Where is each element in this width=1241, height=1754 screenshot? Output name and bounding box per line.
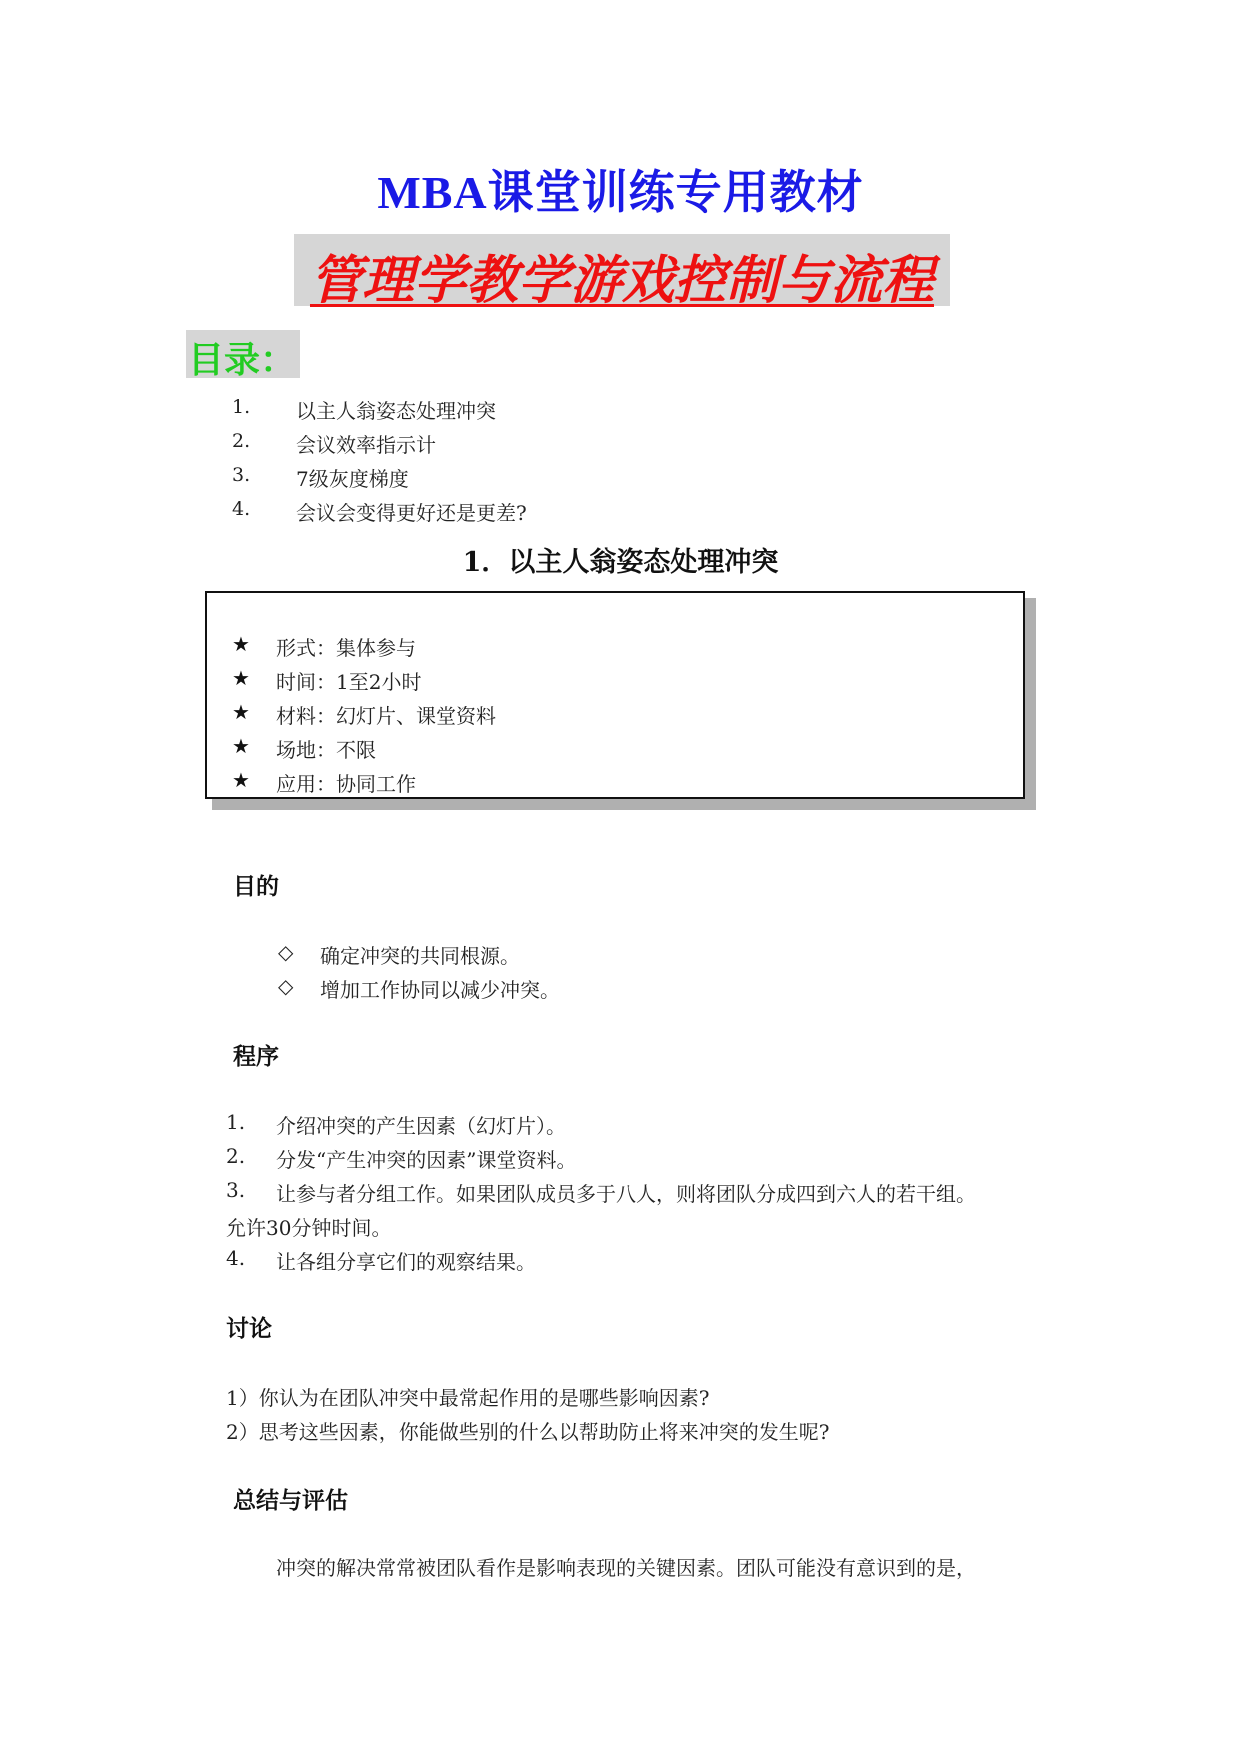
- star-icon: ★: [232, 734, 250, 758]
- purpose-item: 确定冲突的共同根源。: [320, 944, 520, 968]
- procedure-item-text: 介绍冲突的产生因素（幻灯片）。: [276, 1114, 566, 1138]
- procedure-heading: 程序: [233, 1044, 279, 1070]
- summary-heading: 总结与评估: [233, 1488, 348, 1514]
- toc-item-text: 会议会变得更好还是更差?: [296, 501, 527, 525]
- diamond-icon: ◇: [278, 940, 294, 964]
- toc-item-text: 7级灰度梯度: [296, 467, 409, 491]
- procedure-item-text: 让参与者分组工作。如果团队成员多于八人，则将团队分成四到六人的若干组。: [276, 1182, 976, 1206]
- star-icon: ★: [232, 700, 250, 724]
- toc-item-number: 2.: [232, 430, 251, 452]
- toc-item-number: 3.: [232, 464, 251, 486]
- procedure-item-number: 1.: [226, 1110, 246, 1134]
- star-icon: ★: [232, 768, 250, 792]
- info-item: 材料：幻灯片、课堂资料: [276, 704, 496, 728]
- toc-item-number: 1.: [232, 396, 251, 418]
- info-item: 场地：不限: [276, 738, 376, 762]
- procedure-item-text: 让各组分享它们的观察结果。: [276, 1250, 536, 1274]
- procedure-item-text: 分发“产生冲突的因素”课堂资料。: [276, 1148, 577, 1172]
- summary-text: 冲突的解决常常被团队看作是影响表现的关键因素。团队可能没有意识到的是，: [276, 1556, 976, 1580]
- purpose-heading: 目的: [233, 874, 279, 900]
- toc-item-number: 4.: [232, 498, 251, 520]
- procedure-item-number: 3.: [226, 1178, 246, 1202]
- info-item: 时间：1至2小时: [276, 670, 422, 694]
- info-item: 形式：集体参与: [276, 636, 416, 660]
- star-icon: ★: [232, 666, 250, 690]
- procedure-item-number: 2.: [226, 1144, 246, 1168]
- star-icon: ★: [232, 632, 250, 656]
- document-subtitle: 管理学教学游戏控制与流程: [309, 251, 934, 311]
- section-title: 1．以主人翁姿态处理冲突: [462, 547, 779, 578]
- discussion-item: 2）思考这些因素，你能做些别的什么以帮助防止将来冲突的发生呢?: [226, 1420, 830, 1444]
- diamond-icon: ◇: [278, 974, 294, 998]
- discussion-item: 1）你认为在团队冲突中最常起作用的是哪些影响因素?: [226, 1386, 710, 1410]
- procedure-item-number: 4.: [226, 1246, 246, 1270]
- purpose-item: 增加工作协同以减少冲突。: [320, 978, 560, 1002]
- toc-item-text: 会议效率指示计: [296, 433, 436, 457]
- procedure-continuation: 允许30分钟时间。: [226, 1216, 392, 1240]
- toc-heading: 目录：: [188, 340, 297, 381]
- discussion-heading: 讨论: [226, 1316, 272, 1342]
- info-item: 应用：协同工作: [276, 772, 416, 796]
- document-title: MBA课堂训练专用教材: [377, 167, 864, 218]
- toc-item-text: 以主人翁姿态处理冲突: [296, 399, 496, 423]
